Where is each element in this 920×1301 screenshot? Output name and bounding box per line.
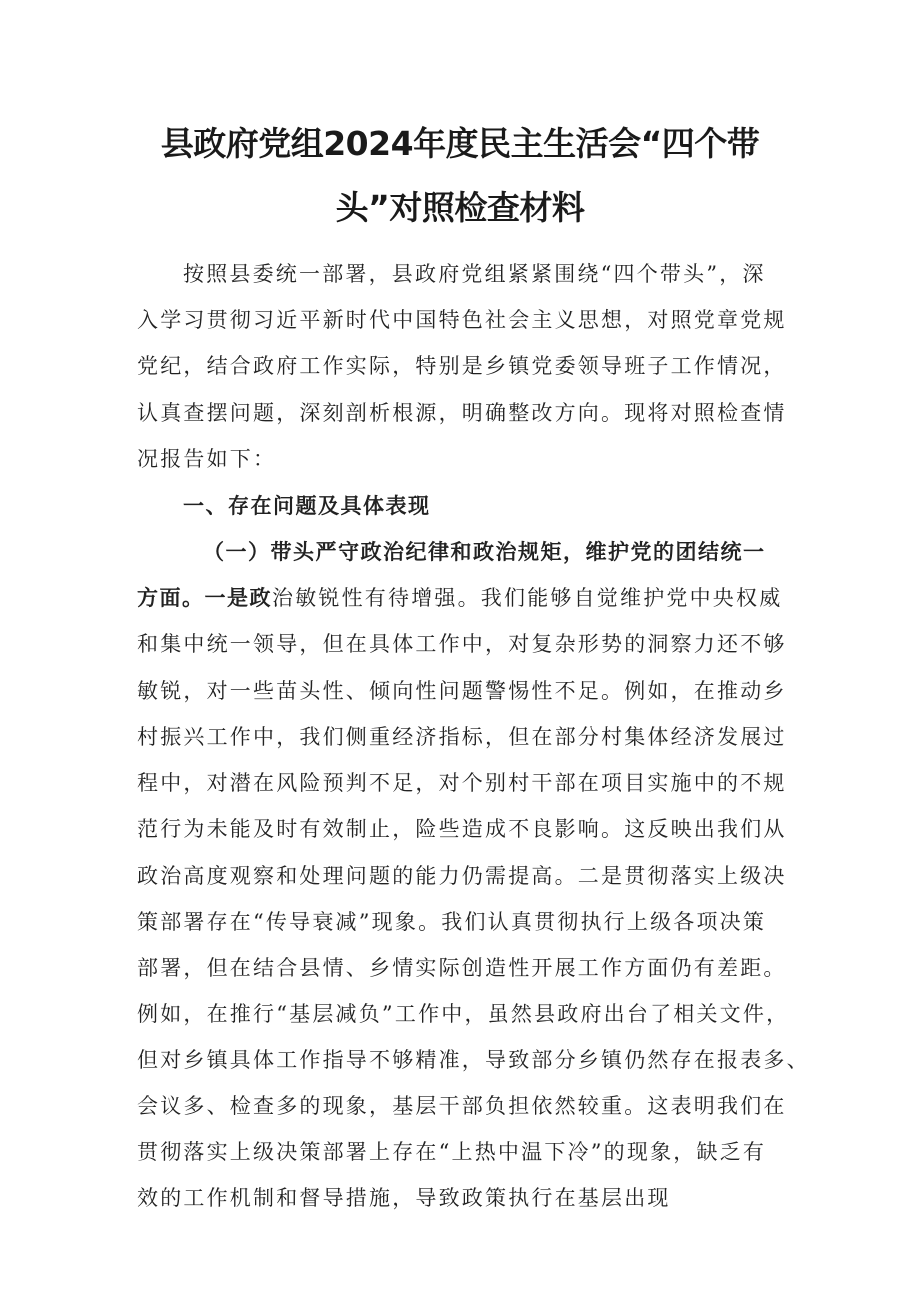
subsection-1-heading-line-1: （一）带头严守政治纪律和政治规矩，维护党的团结统一 (203, 540, 766, 564)
paragraph-2-line-11: 会议多、检查多的现象，基层干部负担依然较重。这表明我们在 (137, 1094, 787, 1118)
subsection-1-heading-line-2 (137, 583, 782, 613)
paragraph-2-line-13: 效的工作机制和督导措施，导致政策执行在基层出现 (137, 1186, 671, 1210)
document-title-line-2: 头”对照检查材料 (335, 188, 585, 227)
subsection-1-heading-bold-part: 方面。一是政 (137, 586, 272, 610)
section-1-heading: 一、存在问题及具体表现 (183, 494, 431, 518)
paragraph-1-line-1: 按照县委统一部署，县政府党组紧紧围绕“四个带头”，深 (183, 262, 766, 286)
paragraph-2-line-1: 和集中统一领导，但在具体工作中，对复杂形势的洞察力还不够 (137, 632, 787, 656)
subsection-1-heading-rest: 治敏锐性有待增强。我们能够自觉维护党中央权威 (272, 586, 783, 610)
paragraph-1-line-3: 党纪，结合政府工作实际，特别是乡镇党委领导班子工作情况， (137, 354, 787, 378)
paragraph-2-line-3: 村振兴工作中，我们侧重经济指标，但在部分村集体经济发展过 (137, 725, 787, 749)
paragraph-2-line-4: 程中，对潜在风险预判不足，对个别村干部在项目实施中的不规 (137, 771, 787, 795)
paragraph-2-line-7: 策部署存在“传导衰减”现象。我们认真贯彻执行上级各项决策 (137, 910, 767, 934)
paragraph-1-line-4: 认真查摆问题，深刻剖析根源，明确整改方向。现将对照检查情 (137, 401, 787, 425)
paragraph-2-line-6: 政治高度观察和处理问题的能力仍需提高。二是贯彻落实上级决 (137, 864, 787, 888)
paragraph-2-line-9: 例如，在推行“基层减负”工作中，虽然县政府出台了相关文件， (137, 1002, 790, 1026)
paragraph-2-line-5: 范行为未能及时有效制止，险些造成不良影响。这反映出我们从 (137, 817, 787, 841)
paragraph-2-line-12: 贯彻落实上级决策部署上存在“上热中温下冷”的现象，缺乏有 (137, 1140, 767, 1164)
paragraph-1-line-2: 入学习贯彻习近平新时代中国特色社会主义思想，对照党章党规 (137, 308, 787, 332)
paragraph-1-line-5: 况报告如下： (137, 447, 277, 471)
document-title-line-1: 县政府党组2024年度民主生活会“四个带 (160, 124, 760, 163)
paragraph-2-line-8: 部署，但在结合县情、乡情实际创造性开展工作方面仍有差距。 (137, 956, 787, 980)
paragraph-2-line-2: 敏锐，对一些苗头性、倾向性问题警惕性不足。例如，在推动乡 (137, 679, 787, 703)
paragraph-2-line-10: 但对乡镇具体工作指导不够精准，导致部分乡镇仍然存在报表多、 (137, 1048, 810, 1072)
